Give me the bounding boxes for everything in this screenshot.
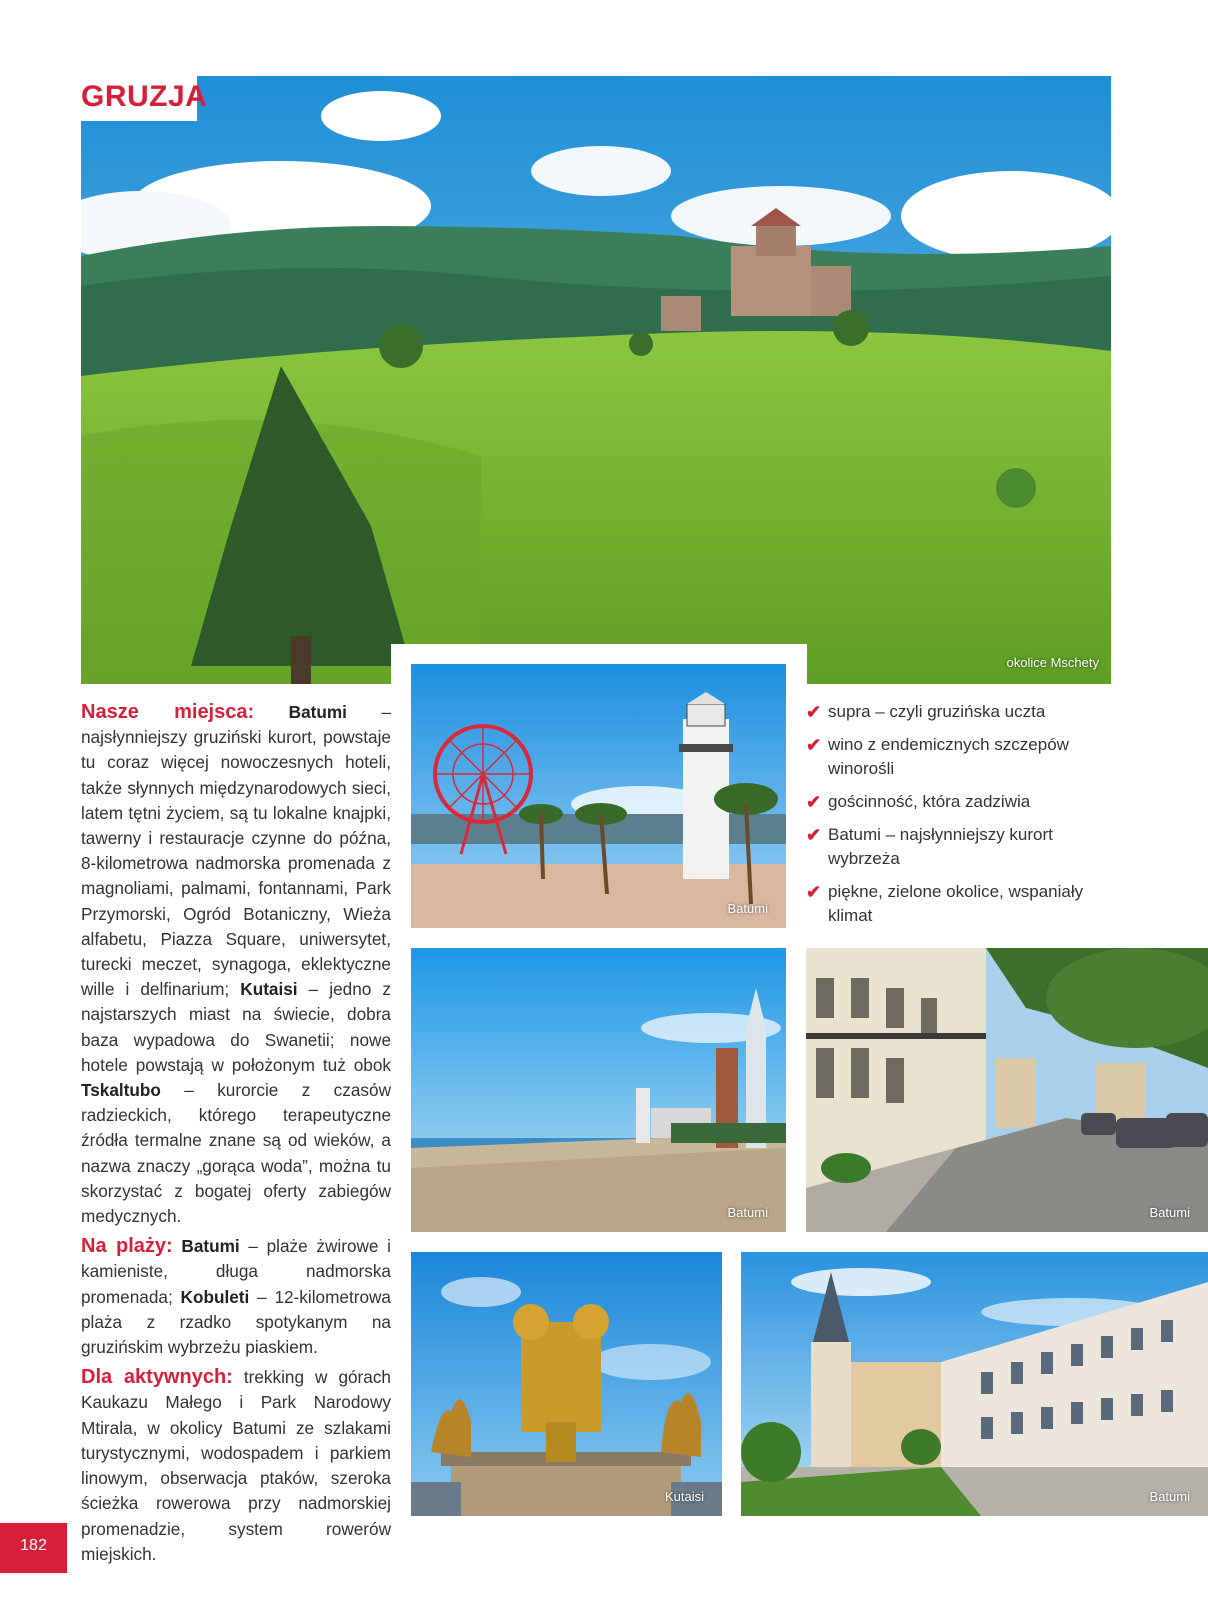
section-heading: Dla aktywnych: — [81, 1366, 233, 1389]
page-number-box — [0, 1523, 67, 1573]
section-dla-aktywnych — [81, 1365, 391, 1567]
check-icon: ✔ — [806, 735, 822, 755]
checklist-text: supra – czyli gruzińska uczta — [828, 702, 1046, 721]
checklist-item — [806, 790, 1106, 814]
photo-kutaisi-fountain — [411, 1252, 722, 1516]
text-run: – plaże żwirowe i kamieniste, długa nadmorska promenada; — [81, 1236, 391, 1307]
page-number: 182 — [20, 1537, 47, 1554]
checklist-item — [806, 823, 1106, 871]
checklist-text: piękne, zielone okolice, wspaniały klimat — [828, 882, 1084, 925]
check-icon: ✔ — [806, 702, 822, 722]
photo-caption: Batumi — [727, 1205, 768, 1220]
check-icon: ✔ — [806, 825, 822, 845]
checklist-text: Batumi – najsłynniejszy kurort wybrzeża — [828, 825, 1053, 868]
place-name: Kobuleti — [180, 1286, 250, 1307]
body-text — [81, 700, 391, 1572]
text-run: trekking w górach Kaukazu Małego i Park Narodowy Mtirala, w okolicy Batumi ze szlakami turystycznymi, wodospadem i parkiem linowym, obserwacja ptaków, szeroka ścieżka rowerowa przy nadmorskiej promenadzie, system rowerów miejskich. — [81, 1367, 391, 1564]
section-na-plazy — [81, 1234, 391, 1360]
highlights-checklist — [806, 700, 1106, 937]
place-name: Tskaltubo — [81, 1080, 161, 1101]
text-run: – jedno z najstarszych miast na świecie, dobra baza wypadowa do Swanetii; nowe hotele powstają w położonym tuż obok — [81, 979, 391, 1075]
photo-caption: Batumi — [1149, 1205, 1190, 1220]
checklist-text: gościnność, która zadziwia — [828, 792, 1031, 811]
text-run: – 12-kilometrowa plaża z rzadko spotykanym na gruzińskim wybrzeżu piaskiem. — [81, 1286, 391, 1358]
photo-caption: Batumi — [727, 901, 768, 916]
title-box — [81, 76, 208, 121]
photo-caption: Batumi — [1149, 1489, 1190, 1504]
hero-caption: okolice Mschety — [1006, 655, 1099, 670]
text-run: – najsłynniejszy gruziński kurort, powstaje tu coraz więcej nowoczesnych hoteli, także słynnych międzynarodowych sieci, latem tętni życiem, są tu lokalne knajpki, tawerny i restauracje czynne do późna, 8-kilometrowa nadmorska promenada z magnoliami, palmami, fontannami, Park Przymorski, Ogród Botaniczny, Wieża alfabetu, Piazza Square, uniwersytet, turecki meczet, synagoga, eklektyczne wille i delfinarium; — [81, 702, 392, 1000]
photo-batumi-beach — [411, 948, 786, 1232]
place-name: Batumi — [288, 702, 347, 722]
photo-batumi-square — [741, 1252, 1208, 1516]
checklist-item — [806, 700, 1106, 724]
check-icon: ✔ — [806, 882, 822, 902]
section-nasze-miejsca — [81, 700, 391, 1229]
photo-caption: Kutaisi — [664, 1489, 704, 1504]
hero-photo-mtskheta — [81, 76, 1111, 684]
section-heading: Nasze miejsca: — [81, 701, 255, 723]
page-title: GRUZJA — [81, 80, 208, 113]
checklist-item — [806, 880, 1106, 928]
photo-batumi-lighthouse — [411, 664, 786, 928]
text-run: – kurorcie z czasów radzieckich, którego terapeutyczne źródła termalne znane są od wieków, a nazwa znaczy „gorąca woda”, można tu skorzystać z bogatej oferty zabiegów medycznych. — [81, 1080, 391, 1227]
photo-batumi-street — [806, 948, 1208, 1232]
checklist-text: wino z endemicznych szczepów winorośli — [828, 735, 1069, 778]
check-icon: ✔ — [806, 792, 822, 812]
section-heading: Na plaży: — [81, 1235, 173, 1258]
place-name: Kutaisi — [240, 979, 298, 1000]
place-name: Batumi — [181, 1236, 240, 1257]
checklist-item — [806, 733, 1106, 781]
